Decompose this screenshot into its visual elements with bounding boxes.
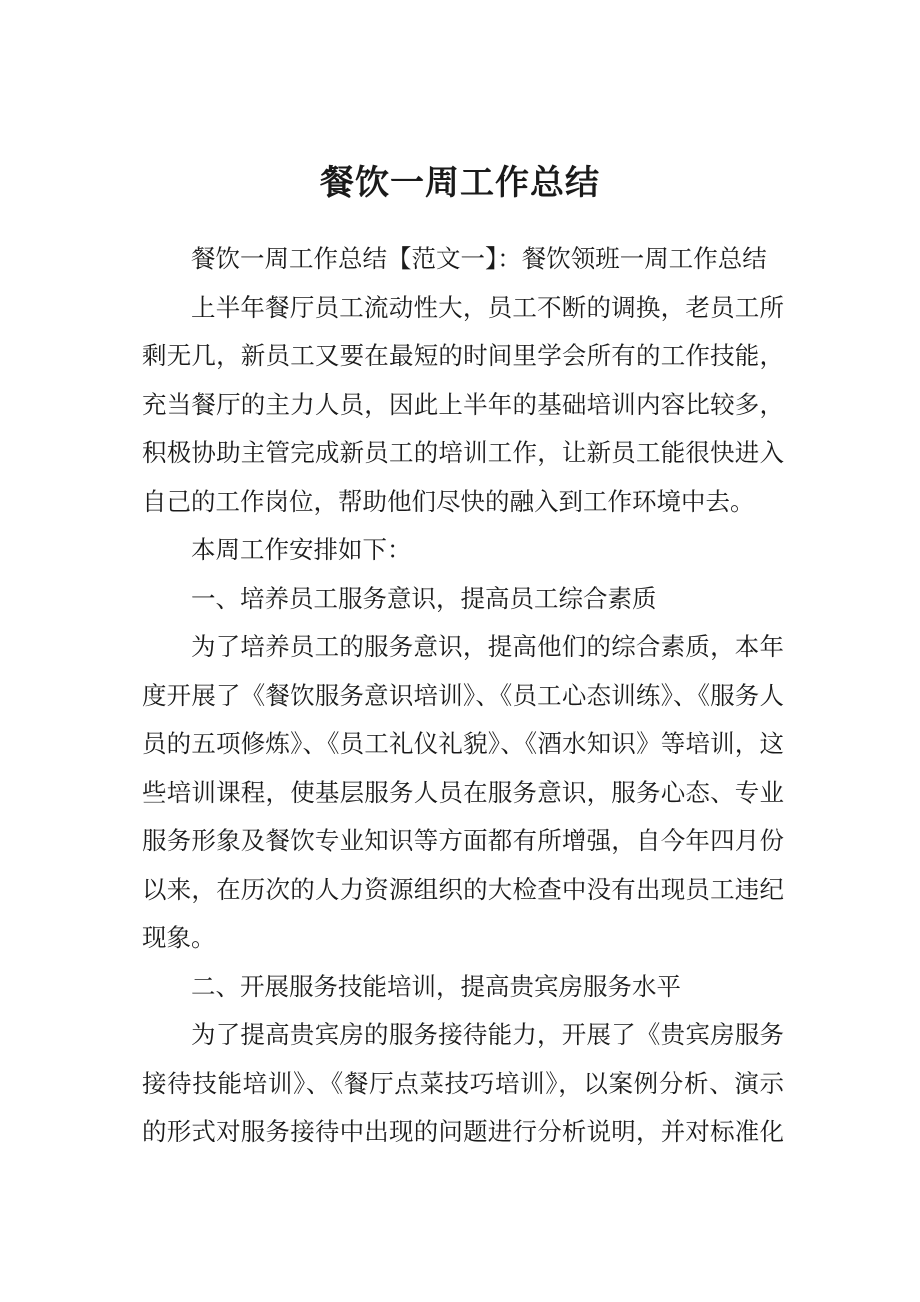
section-heading-line: 一、培养员工服务意识，提高员工综合素质 [191, 583, 657, 613]
paragraph-line: 接待技能培训》、《餐厅点菜技巧培训》，以案例分析、演示 [142, 1068, 784, 1098]
paragraph-line: 度开展了《餐饮服务意识培训》、《员工心态训练》、《服务人 [142, 680, 784, 710]
document-title: 餐饮一周工作总结 [320, 163, 600, 203]
paragraph-line: 本周工作安排如下： [191, 535, 412, 564]
paragraph-line: 自己的工作岗位，帮助他们尽快的融入到工作环境中去。 [142, 486, 755, 516]
paragraph-line: 员的五项修炼》、《员工礼仪礼貌》、《酒水知识》等培训，这 [142, 729, 784, 758]
intro-heading-line: 餐饮一周工作总结【范文一】：餐饮领班一周工作总结 [191, 244, 767, 273]
paragraph-line: 为了培养员工的服务意识，提高他们的综合素质，本年 [191, 632, 784, 661]
paragraph-line: 的形式对服务接待中出现的问题进行分析说明，并对标准化 [142, 1117, 784, 1146]
paragraph-line: 剩无几，新员工又要在最短的时间里学会所有的工作技能， [142, 341, 784, 370]
paragraph-line: 为了提高贵宾房的服务接待能力，开展了《贵宾房服务 [191, 1020, 784, 1049]
paragraph-line: 服务形象及餐饮专业知识等方面都有所增强，自今年四月份 [142, 826, 784, 855]
document-body [142, 235, 784, 1157]
paragraph-line: 充当餐厅的主力人员，因此上半年的基础培训内容比较多， [142, 389, 784, 419]
paragraph-line: 现象。 [142, 923, 216, 952]
paragraph-line: 积极协助主管完成新员工的培训工作，让新员工能很快进入 [142, 438, 784, 467]
paragraph-line: 些培训课程，使基层服务人员在服务意识，服务心态、专业 [142, 777, 784, 807]
paragraph-line: 以来，在历次的人力资源组织的大检查中没有出现员工违纪 [142, 874, 784, 904]
paragraph-line: 上半年餐厅员工流动性大，员工不断的调换，老员工所 [191, 292, 784, 322]
section-heading-line: 二、开展服务技能培训，提高贵宾房服务水平 [191, 971, 681, 1001]
